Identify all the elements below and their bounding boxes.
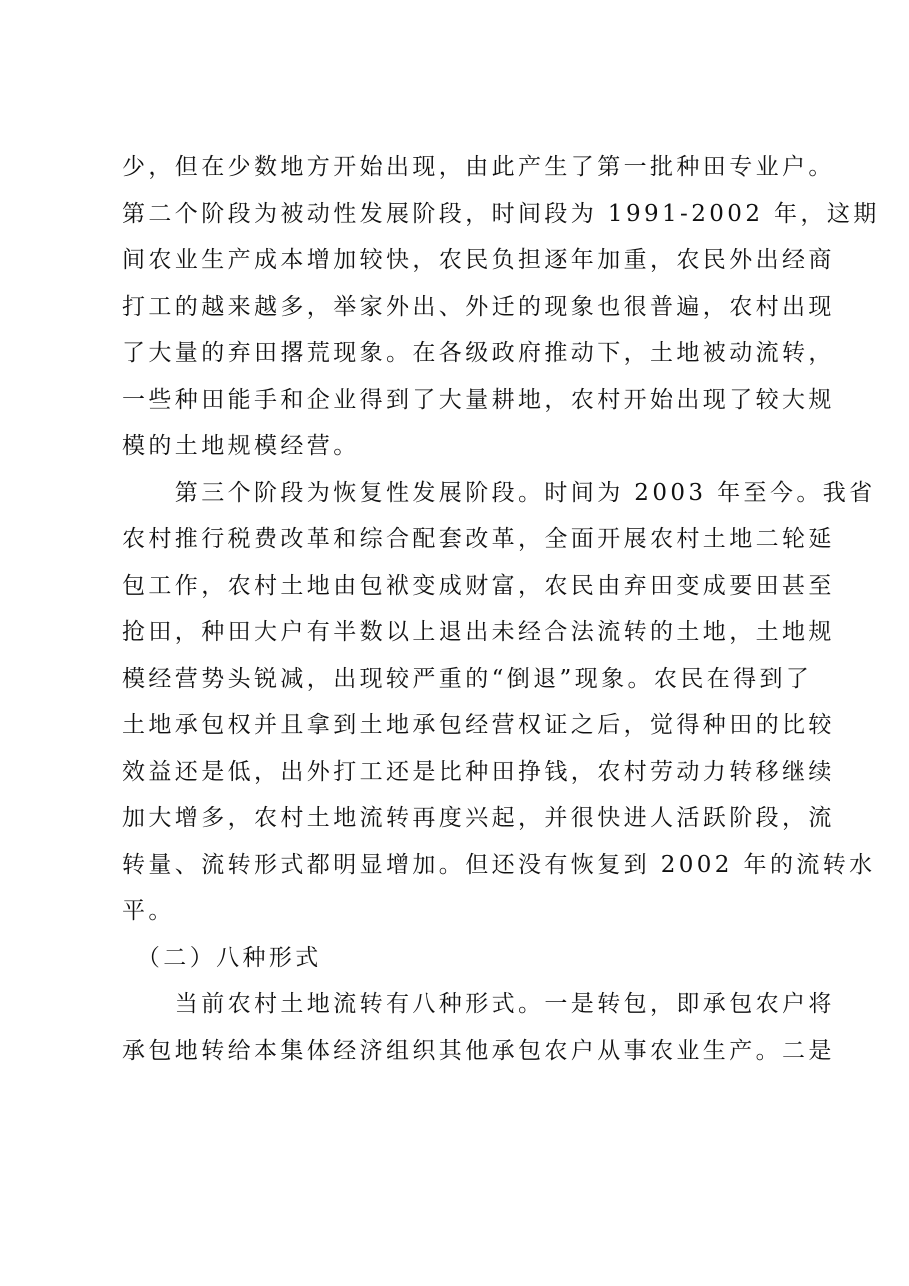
text-line: 平。 — [122, 898, 175, 924]
paragraph-stage-three — [122, 470, 876, 935]
text-line: 承包地转给本集体经济组织其他承包农户从事农业生产。二是 — [122, 1037, 835, 1064]
text-line: 农村推行税费改革和综合配套改革，全面开展农村土地二轮延 — [122, 526, 835, 552]
paragraph-eight-forms — [122, 981, 835, 1074]
text-line: 第二个阶段为被动性发展阶段，时间段为 1991-2002 年，这期 — [122, 200, 880, 227]
text-line: 了大量的弃田撂荒现象。在各级政府推动下，土地被动流转， — [122, 340, 835, 366]
text-line: 模经营势头锐减，出现较严重的“倒退”现象。农民在得到了 — [122, 665, 813, 692]
text-line: 转量、流转形式都明显增加。但还没有恢复到 2002 年的流转水 — [122, 851, 876, 878]
text-line: 当前农村土地流转有八种形式。一是转包，即承包农户将 — [122, 991, 835, 1017]
text-line: 抢田，种田大户有半数以上退出未经合法流转的土地，土地规 — [122, 619, 835, 645]
document-page — [122, 144, 880, 1074]
section-heading — [122, 935, 798, 982]
text-line: 土地承包权并且拿到土地承包经营权证之后，觉得种田的比较 — [122, 712, 835, 738]
text-line: 加大增多，农村土地流转再度兴起，并很快进人活跃阶段，流 — [122, 805, 835, 831]
text-line: 第三个阶段为恢复性发展阶段。时间为 2003 年至今。我省 — [122, 479, 876, 506]
text-line: 效益还是低，出外打工还是比种田挣钱，农村劳动力转移继续 — [122, 758, 835, 785]
text-line: 少，但在少数地方开始出现，由此产生了第一批种田专业户。 — [122, 154, 835, 180]
heading-line: （二）八种形式 — [122, 944, 322, 971]
text-line: 一些种田能手和企业得到了大量耕地，农村开始出现了较大规 — [122, 386, 835, 413]
paragraph-stage-two — [122, 144, 880, 470]
text-line: 包工作，农村土地由包袱变成财富，农民由弃田变成要田甚至 — [122, 572, 835, 599]
text-line: 间农业生产成本增加较快，农民负担逐年加重，农民外出经商 — [122, 247, 835, 273]
text-line: 打工的越来越多，举家外出、外迁的现象也很普遍，农村出现 — [122, 293, 835, 320]
text-line: 模的土地规模经营。 — [122, 433, 360, 459]
